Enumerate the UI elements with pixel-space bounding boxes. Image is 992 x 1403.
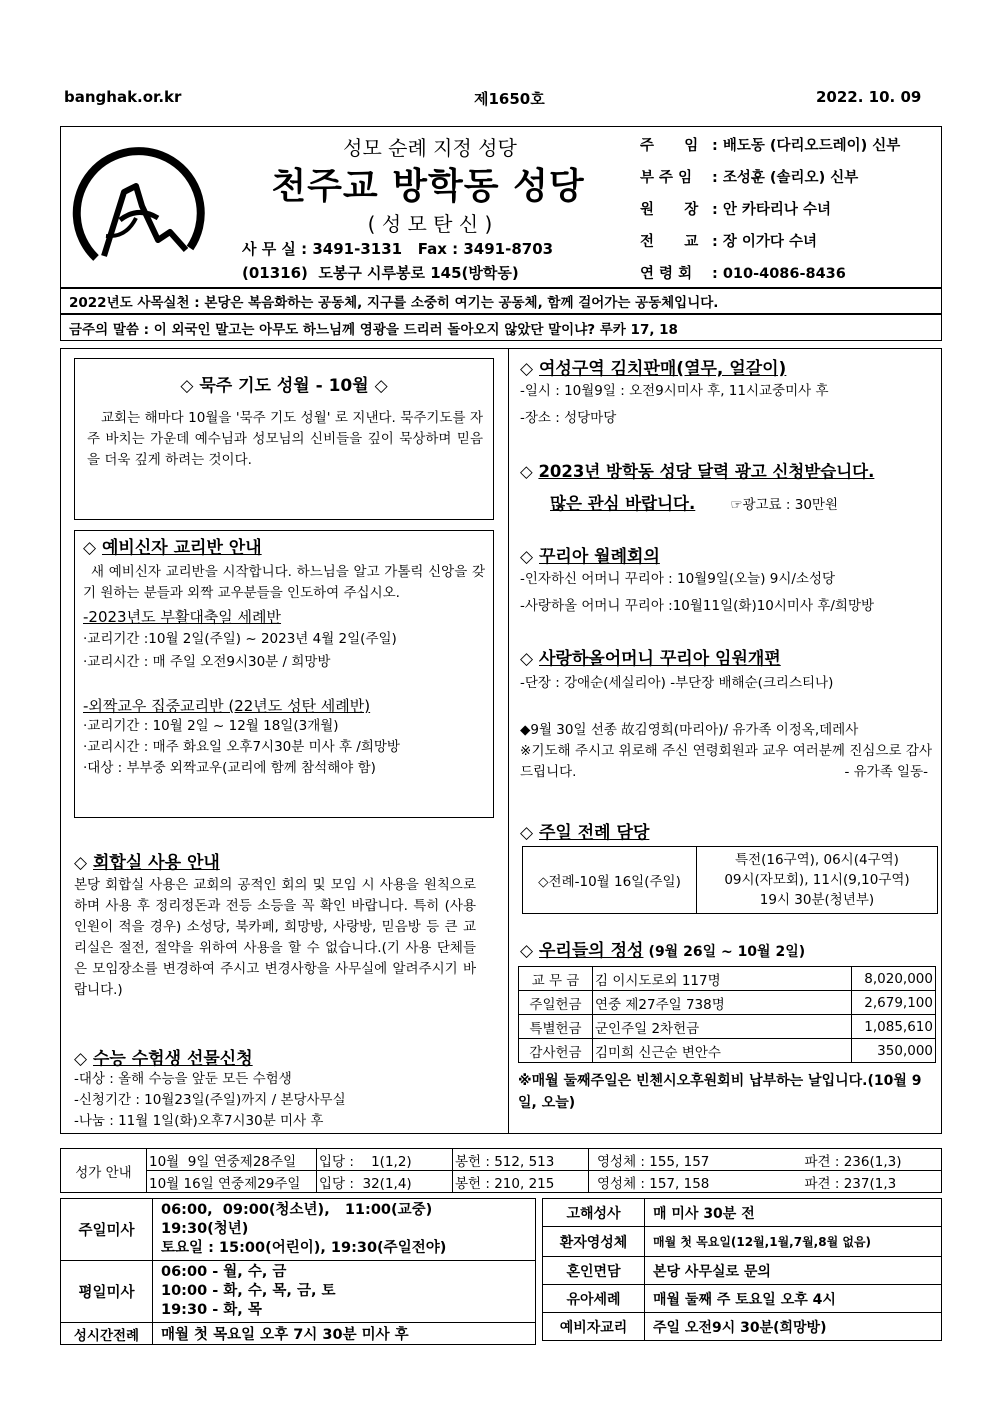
liturgy-label: ◇전례-10월 16일(주일) (523, 847, 697, 914)
offering-row: 특별헌금 군인주일 2차헌금 1,085,610 (519, 1015, 936, 1039)
weekday-mass-times: 06:00 - 월, 수, 금 10:00 - 화, 수, 목, 금, 토 19:30 - 화, 목 (153, 1261, 536, 1323)
kimchi-section (520, 354, 936, 429)
condolence-section (520, 720, 932, 783)
service-label: 유아세례 (543, 1285, 645, 1313)
exam-title: ◇ 수능 수험생 선물신청 (74, 1049, 253, 1069)
hymn-recessional: 파견 : 236(1,3) (795, 1149, 942, 1171)
weekday-mass-label: 평일미사 (61, 1261, 153, 1323)
service-value: 매 미사 30분 전 (645, 1199, 942, 1227)
service-label: 혼인면담 (543, 1257, 645, 1285)
holy-hour-value: 매월 첫 목요일 오후 7시 30분 미사 후 (153, 1323, 536, 1345)
pastoral-banner: 2022년도 사목실천 : 본당은 복음화하는 공동체, 지구를 소중히 여기는 공동체, 함께 걸어가는 공동체입니다. (60, 288, 942, 314)
liturgy-table (522, 846, 938, 914)
exam-line: -대상 : 올해 수능을 앞둔 모든 수험생 (74, 1071, 292, 1087)
meeting-body: 본당 회합실 사용은 교회의 공적인 회의 및 모임 시 사용을 원칙으로 하며 사용 후 정리정돈과 전등 소등을 꼭 확인 바랍니다. 특히 (사용 인원이 적을 경우) 소성당, 북카페, 희망방, 사랑방, 믿음방 등 큰 교리실은 절전, 절약을 위하여 사용을 할 수 없습니다.(기 사용 단체들은 모임장소를 변경하여 주시고 변경사항을 사무실에 알려주시기 바랍니다.) (74, 877, 476, 998)
offering-row: 교 무 금 김 이시도로외 117명 8,020,000 (519, 967, 936, 991)
exam-line: -나눔 : 11월 1일(화)오후7시30분 미사 후 (74, 1113, 324, 1129)
issue-date: 2022. 10. 09 (816, 88, 922, 106)
hymn-offertory: 봉헌 : 512, 513 (453, 1149, 589, 1171)
hymn-label: 성가 안내 (61, 1149, 147, 1193)
catechumen-sub1: -2023년도 부활대축일 세례반 (83, 608, 282, 626)
staff-list (640, 134, 900, 294)
catechumen-line: ·교리기간 :10월 2일(주일) ~ 2023년 4월 2일(주일) (83, 631, 397, 647)
rosary-title: ◇ 묵주 기도 성월 - 10월 ◇ (180, 376, 388, 396)
parish-title: 천주교 방학동 성당 (271, 166, 585, 207)
exam-line: -신청기간 : 10월23일(주일)까지 / 본당사무실 (74, 1092, 346, 1108)
curia-title: ◇ 꾸리아 월례회의 (520, 547, 660, 567)
staff-item: 부 주 임 : 조성훈 (솔리오) 신부 (640, 170, 859, 186)
meeting-title: ◇ 회합실 사용 안내 (74, 853, 220, 873)
weekly-word: 금주의 말씀 : 이 외국인 말고는 아무도 하느님께 영광을 드리러 돌아오지 않았단 말이냐? 루카 17, 18 (60, 314, 942, 341)
hymn-date: 10월 9일 연중제28주일 (147, 1149, 317, 1171)
service-value: 매월 첫 목요일(12월,1월,7월,8월 없음) (645, 1227, 942, 1257)
service-value: 본당 사무실로 문의 (645, 1257, 942, 1285)
condolence-sign: - 유가족 일동- (844, 764, 928, 780)
offering-title: ◇ 우리들의 정성 (9월 26일 ~ 10월 2일) (520, 941, 806, 961)
sunday-mass-times: 06:00, 09:00(청소년), 11:00(교중) 19:30(청년) 토요일 : 15:00(어린이), 19:30(주일전야) (153, 1199, 536, 1261)
liturgy-assignments: 특전(16구역), 06시(4구역) 09시(자모회), 11시(9,10구역) 19시 30분(청년부) (697, 847, 938, 914)
offering-note: ※매월 둘째주일은 빈첸시오후원회비 납부하는 날입니다.(10월 9일, 오늘) (518, 1073, 922, 1111)
curia-line: -인자하신 어머니 꾸리아 : 10월9일(오늘) 9시/소성당 (520, 571, 836, 587)
address: (01316) 도봉구 시루봉로 145(방학동) (242, 264, 519, 282)
meeting-room-section (74, 848, 476, 1001)
offering-table (518, 966, 936, 1063)
staff-item: 주 임 : 배도동 (다리오드레이) 신부 (640, 138, 901, 154)
mass-schedule-right (542, 1198, 942, 1341)
kimchi-line: -장소 : 성당마당 (520, 410, 617, 426)
mass-schedule-left (60, 1198, 536, 1345)
sunday-mass-label: 주일미사 (61, 1199, 153, 1261)
hymn-offertory: 봉헌 : 210, 215 (453, 1171, 589, 1193)
offering-row: 감사헌금 김미희 신근순 변안수 350,000 (519, 1039, 936, 1063)
hymn-communion: 영성체 : 157, 158 (589, 1171, 795, 1193)
kimchi-title: ◇ 여성구역 김치판매(열무, 얼갈이) (520, 359, 787, 379)
hymn-table (60, 1148, 942, 1193)
office-phone: 사 무 실 : 3491-3131 Fax : 3491-8703 (242, 240, 554, 258)
calendar-ad-section (520, 458, 936, 514)
service-label: 예비자교리 (543, 1313, 645, 1341)
catechumen-title: ◇ 예비신자 교리반 안내 (83, 538, 262, 558)
site-url: banghak.or.kr (64, 88, 182, 106)
staff-item: 연 령 회 : 010-4086-8436 (640, 266, 846, 282)
curia-meeting-section (520, 542, 936, 617)
service-value: 주일 오전9시 30분(희망방) (645, 1313, 942, 1341)
offering-row: 주일헌금 연중 제27주일 738명 2,679,100 (519, 991, 936, 1015)
catechumen-line: ·대상 : 부부중 외짝교우(교리에 함께 참석해야 함) (83, 760, 376, 776)
curia-line: -사랑하올 어머니 꾸리아 :10월11일(화)10시미사 후/희망방 (520, 598, 875, 614)
rosary-body: 교회는 해마다 10월을 '묵주 기도 성월' 로 지낸다. 묵주기도를 자주 바치는 가운데 예수님과 성모님의 신비들을 깊이 묵상하며 믿음을 더욱 깊게 하려는 것이다. (87, 410, 483, 468)
officers-line: -단장 : 강애순(세실리아) -부단장 배해순(크리스티나) (520, 675, 834, 691)
catechumen-line: ·교리시간 : 매 주일 오전9시30분 / 희망방 (83, 654, 331, 670)
catechumen-box (74, 530, 494, 818)
hymn-date: 10월 16일 연중제29주일 (147, 1171, 317, 1193)
service-value: 매월 둘째 주 토요일 오후 4시 (645, 1285, 942, 1313)
curia-officers-section (520, 644, 936, 694)
hymn-entrance: 입당 : 1(1,2) (317, 1149, 453, 1171)
calendar-line2: 많은 관심 바랍니다. ☞광고료 : 30만원 (550, 494, 838, 513)
masthead-subtitle: 성모 순례 지정 성당 (343, 136, 517, 160)
catechumen-line: ·교리시간 : 매주 화요일 오후7시30분 미사 후 /희망방 (83, 739, 400, 755)
hymn-recessional: 파견 : 237(1,3 (795, 1171, 942, 1193)
staff-item: 전 교 : 장 이가다 수녀 (640, 234, 817, 250)
hymn-communion: 영성체 : 155, 157 (589, 1149, 795, 1171)
staff-item: 원 장 : 안 카타리나 수녀 (640, 202, 831, 218)
catechumen-sub2: -외짝교우 집중교리반 (22년도 성탄 세례반) (83, 697, 371, 715)
rosary-month-box (74, 358, 494, 520)
parish-logo (66, 140, 206, 280)
catechumen-body: 새 예비신자 교리반을 시작합니다. 하느님을 알고 가톨릭 신앙을 갖기 원하는 분들과 외짝 교우분들을 인도하여 주십시오. (83, 564, 485, 601)
condolence-line1: ◆9월 30일 선종 故김영희(마리아)/ 유가족 이정옥,데레사 (520, 722, 859, 738)
officers-title: ◇ 사랑하올어머니 꾸리아 임원개편 (520, 649, 781, 669)
catechumen-line: ·교리기간 : 10월 2일 ~ 12월 18일(3개월) (83, 718, 339, 734)
exam-gift-section (74, 1044, 494, 1132)
column-divider (508, 348, 509, 1134)
hymn-entrance: 입당 : 32(1,4) (317, 1171, 453, 1193)
calendar-title: ◇ 2023년 방학동 성당 달력 광고 신청받습니다. (520, 462, 875, 481)
condolence-line2: ※기도해 주시고 위로해 주신 연령회원과 교우 여러분께 진심으로 감사드립니다. (520, 743, 932, 780)
newsletter-name: ( 성 모 탄 신 ) (367, 212, 493, 236)
liturgy-title: ◇ 주일 전례 담당 (520, 823, 650, 843)
service-label: 고해성사 (543, 1199, 645, 1227)
service-label: 환자영성체 (543, 1227, 645, 1257)
kimchi-line: -일시 : 10월9일 : 오전9시미사 후, 11시교중미사 후 (520, 383, 829, 399)
holy-hour-label: 성시간전례 (61, 1323, 153, 1345)
issue-number: 제1650호 (474, 90, 545, 108)
